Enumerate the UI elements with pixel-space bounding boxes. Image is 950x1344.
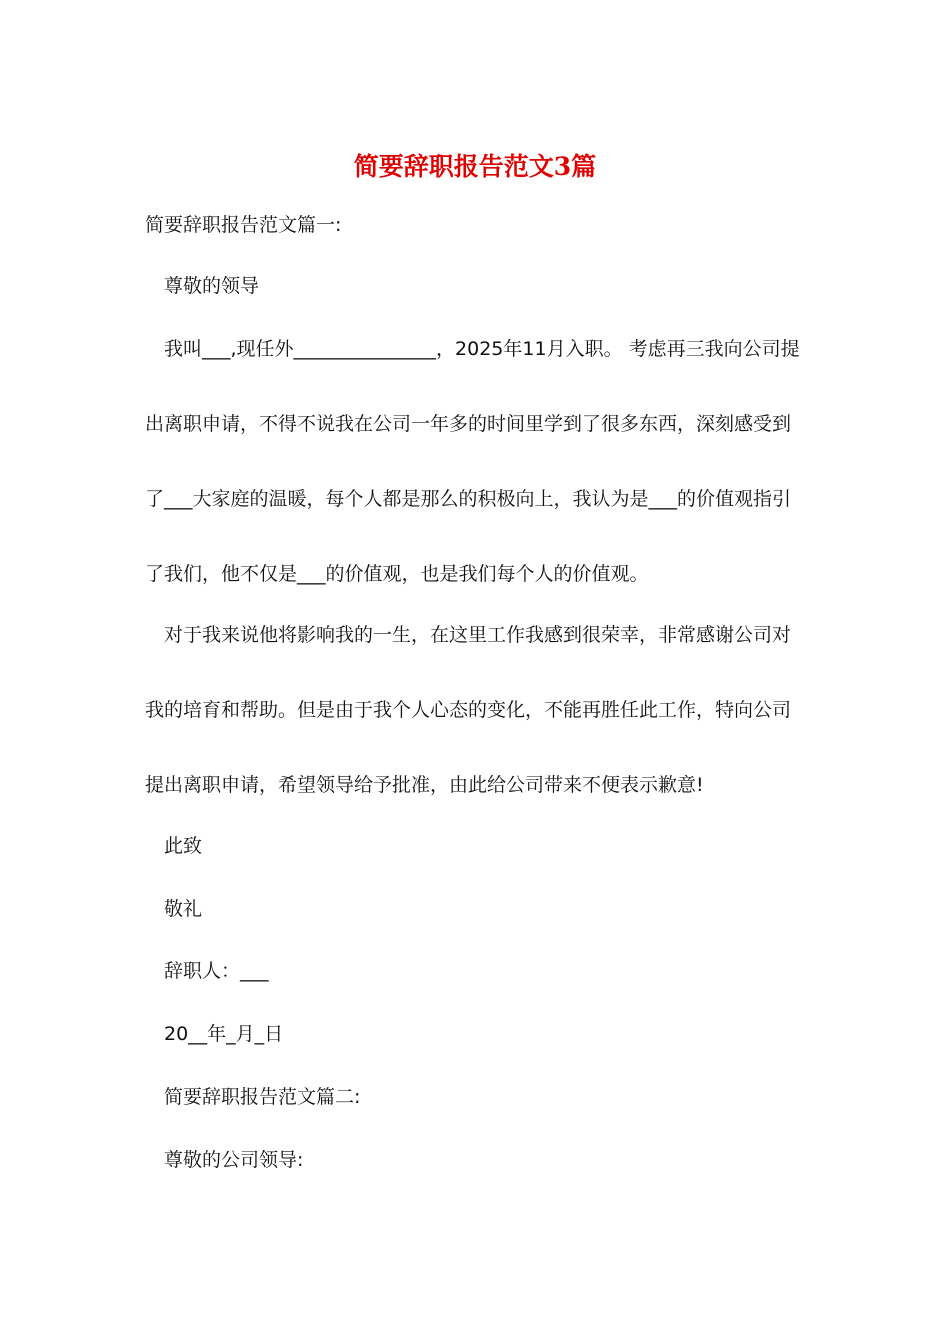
signature-line: 辞职人：___ — [164, 960, 269, 982]
paragraph-line: 了我们，他不仅是___的价值观，也是我们每个人的价值观。 — [145, 563, 649, 585]
document-title: 简要辞职报告范文3篇 — [353, 152, 597, 181]
salutation: 尊敬的领导 — [164, 275, 260, 297]
salutation: 尊敬的公司领导: — [164, 1149, 304, 1171]
closing-line: 敬礼 — [164, 898, 203, 920]
paragraph-line: 了___大家庭的温暖，每个人都是那么的积极向上，我认为是___的价值观指引 — [145, 488, 792, 510]
section-heading-one: 简要辞职报告范文篇一: — [145, 214, 342, 236]
closing-line: 此致 — [164, 835, 203, 857]
paragraph-line: 我的培育和帮助。但是由于我个人心态的变化，不能再胜任此工作，特向公司 — [145, 699, 792, 721]
paragraph-line: 提出离职申请，希望领导给予批准，由此给公司带来不便表示歉意! — [145, 774, 704, 796]
paragraph-line: 出离职申请，不得不说我在公司一年多的时间里学到了很多东西，深刻感受到 — [145, 413, 792, 435]
section-heading-two: 简要辞职报告范文篇二: — [164, 1086, 361, 1108]
paragraph-line: 对于我来说他将影响我的一生，在这里工作我感到很荣幸，非常感谢公司对 — [164, 624, 792, 646]
date-line: 20__年_月_日 — [164, 1023, 284, 1045]
paragraph-line: 我叫___,现任外_______________，2025年11月入职。 考虑再三我向公司提 — [164, 338, 800, 360]
